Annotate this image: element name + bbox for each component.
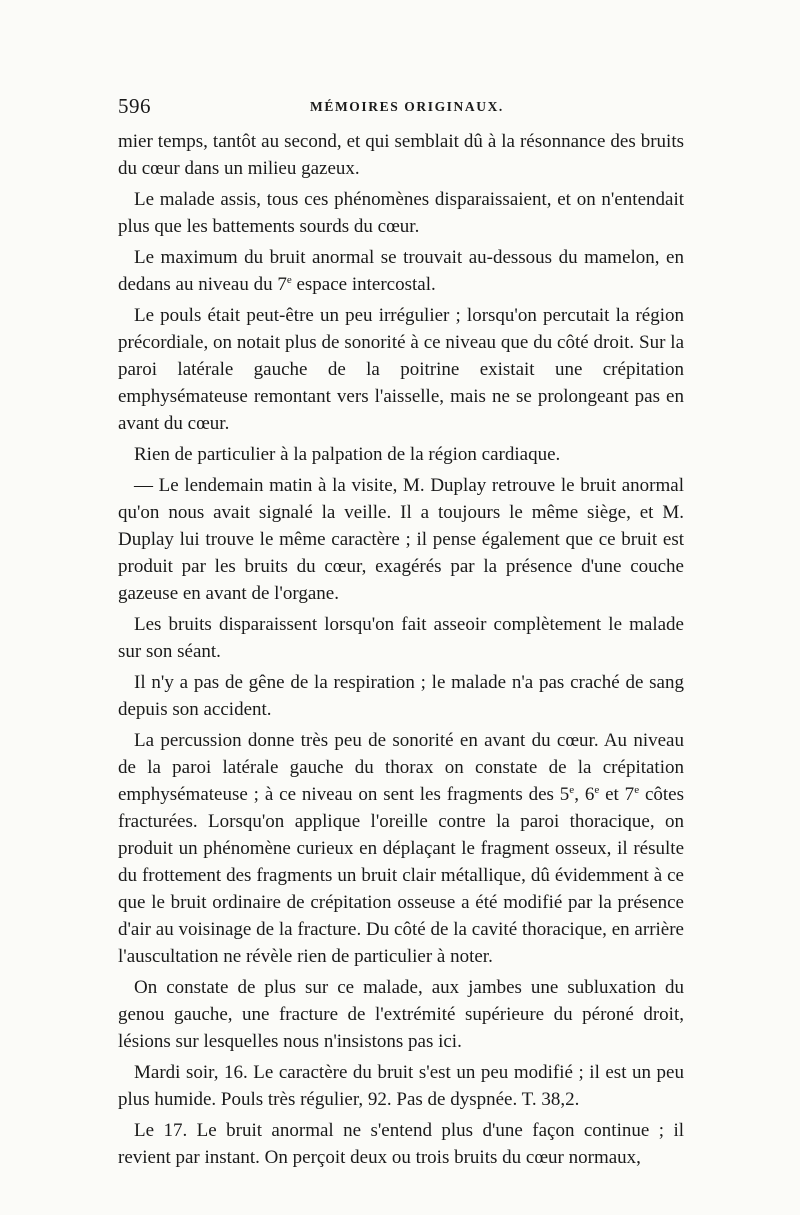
body-text xyxy=(118,128,684,1175)
superscript: e xyxy=(569,784,575,796)
paragraph-6: — Le lendemain matin à la visite, M. Duplay retrouve le bruit anormal qu'on nous avait signalé la veille. Il a toujours le même siège, et M. Duplay lui trouve le même caractère ; il pense également que ce bruit est produit par les bruits du cœur, exagérés par la présence d'une couche gazeuse en avant de l'organe. xyxy=(118,475,684,604)
superscript: e xyxy=(634,784,640,796)
paragraph-5: Rien de particulier à la palpation de la région cardiaque. xyxy=(134,444,561,465)
paragraph-11: Mardi soir, 16. Le caractère du bruit s'est un peu modifié ; il est un peu plus humide. Pouls très régulier, 92. Pas de dyspnée. T. 38,2. xyxy=(118,1062,684,1110)
text-run: Le maximum du bruit anormal se trouvait au-dessous du mamelon, en dedans au niveau du 7 xyxy=(118,247,684,295)
text-run: espace intercostal. xyxy=(291,274,436,295)
text-run: côtes fracturées. Lorsqu'on applique l'oreille contre la paroi thoracique, on produit un phénomène curieux en déplaçant le fragment osseux, il résulte du frottement des fragments un bruit clair métallique, dû évidemment à ce que le bruit ordinaire de crépitation osseuse a été modifié par la présence d'air au voisinage de la fracture. Du côté de la cavité thoracique, en arrière l'auscultation ne révèle rien de particulier à noter. xyxy=(118,784,684,967)
running-head xyxy=(118,94,682,124)
superscript: e xyxy=(594,784,600,796)
superscript: e xyxy=(286,274,292,286)
paragraph-12: Le 17. Le bruit anormal ne s'entend plus d'une façon continue ; il revient par instant. On perçoit deux ou trois bruits du cœur normaux, xyxy=(118,1120,684,1168)
text-run: et 7 xyxy=(599,784,635,805)
running-title: MÉMOIRES ORIGINAUX. xyxy=(310,99,504,114)
paragraph-8: Il n'y a pas de gêne de la respiration ; le malade n'a pas craché de sang depuis son accident. xyxy=(118,672,684,720)
page-number: 596 xyxy=(118,94,151,118)
paragraph-3 xyxy=(118,244,684,298)
text-run: La percussion donne très peu de sonorité en avant du cœur. Au niveau de la paroi latérale gauche du thorax on constate de la crépitation emphysémateuse ; à ce niveau on sent les fragments des 5 xyxy=(118,730,684,805)
paragraph-2: Le malade assis, tous ces phénomènes disparaissaient, et on n'entendait plus que les battements sourds du cœur. xyxy=(118,189,684,237)
paragraph-9 xyxy=(118,727,684,970)
paragraph-10: On constate de plus sur ce malade, aux jambes une subluxation du genou gauche, une fracture de l'extrémité supérieure du péroné droit, lésions sur lesquelles nous n'insistons pas ici. xyxy=(118,977,684,1052)
text-run: , 6 xyxy=(574,784,595,805)
paragraph-1: mier temps, tantôt au second, et qui semblait dû à la résonnance des bruits du cœur dans un milieu gazeux. xyxy=(118,131,684,179)
paragraph-7: Les bruits disparaissent lorsqu'on fait asseoir complètement le malade sur son séant. xyxy=(118,614,684,662)
paragraph-4: Le pouls était peut-être un peu irrégulier ; lorsqu'on percutait la région précordiale, on notait plus de sonorité à ce niveau que du côté droit. Sur la paroi latérale gauche de la poitrine existait une crépitation emphysémateuse remontant vers l'aisselle, mais ne se prolongeant pas en avant du cœur. xyxy=(118,305,684,434)
